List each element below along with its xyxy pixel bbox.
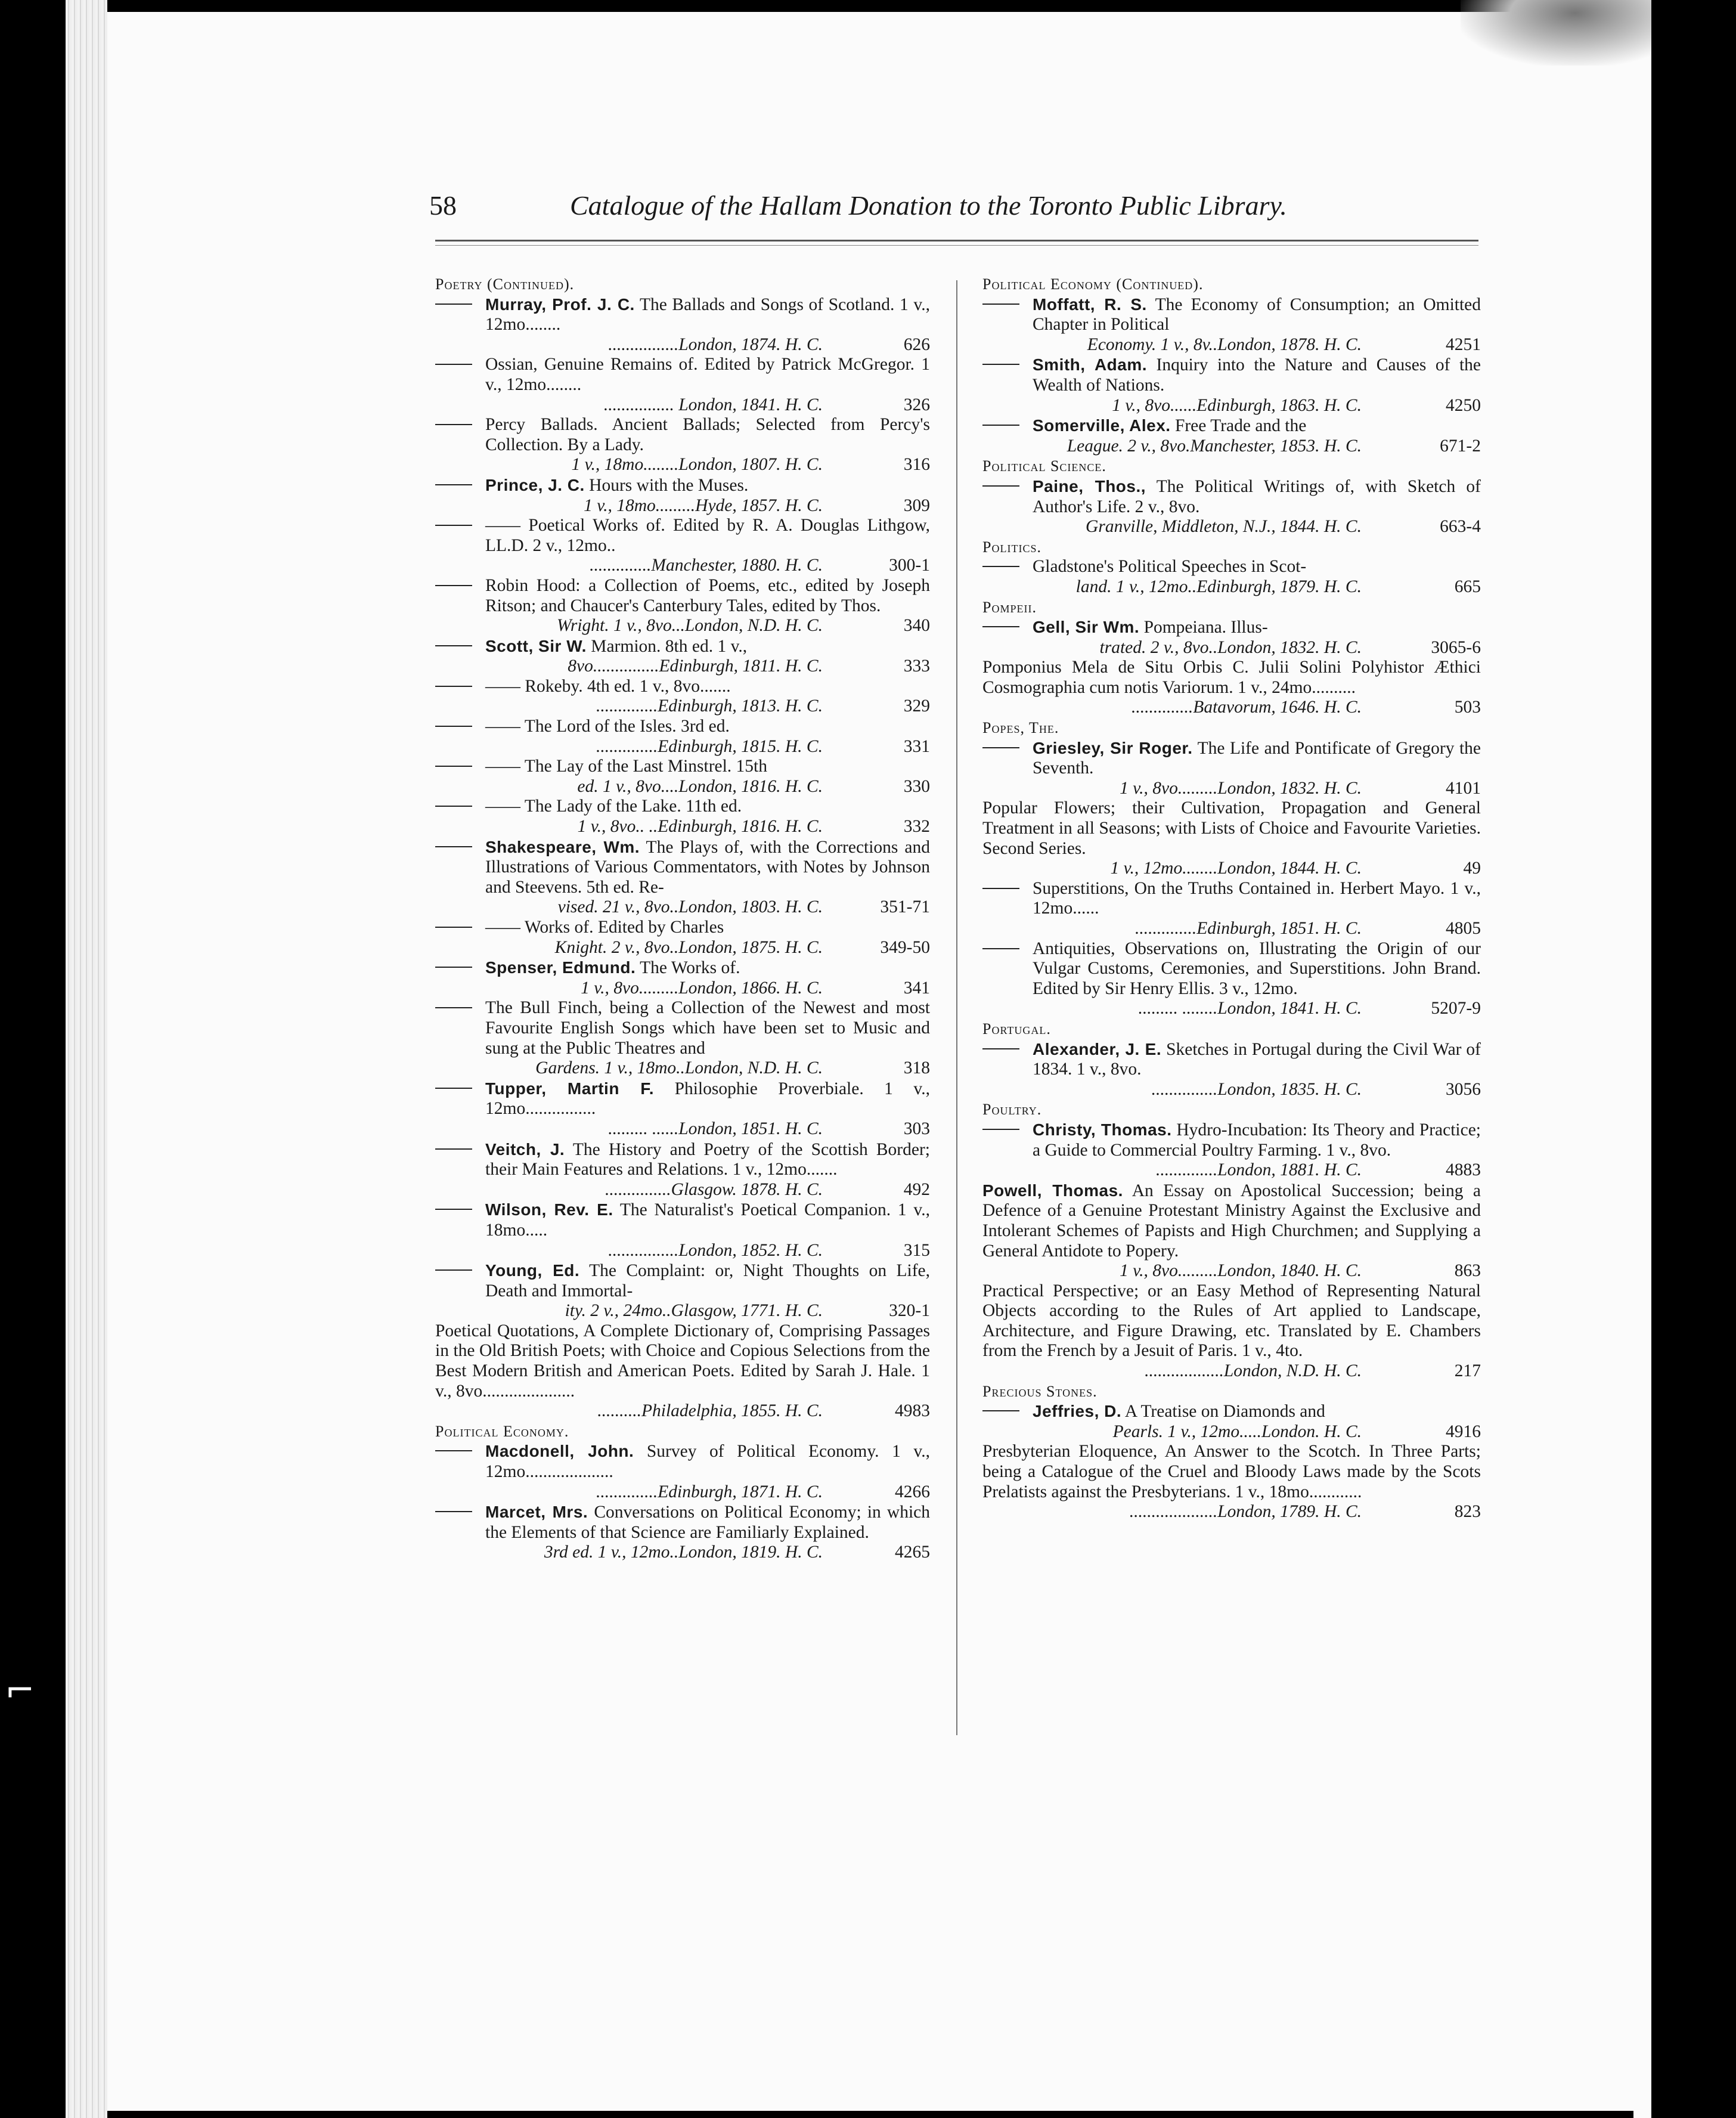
entry-description: Philosophie Proverbiale. 1 v., 12mo................ [485,1079,930,1119]
section-heading: Portugal. [982,1020,1051,1038]
entry-author: Young, Ed. [485,1261,580,1280]
ditto-dash [435,424,472,425]
call-number: 863 [1454,1261,1481,1281]
catalogue-entry [435,475,930,516]
entry-description: A Treatise on Diamonds and [1124,1402,1325,1422]
entry-description: Hours with the Muses. [589,475,749,495]
catalogue-entry [435,576,930,636]
entry-text [435,1441,930,1482]
entry-text [435,998,930,1058]
call-number: 3056 [1446,1079,1481,1099]
entry-text [982,476,1481,517]
entry-text [982,416,1481,436]
call-number: 4983 [895,1401,930,1421]
ditto-dash [435,645,472,646]
entry-imprint: ..............Edinburgh, 1813. H. C. [596,696,823,716]
entry-author: Murray, Prof. J. C. [485,295,635,314]
catalogue-entry [435,918,930,958]
entry-description: Antiquities, Observations on, Illustrating the Origin of our Vulgar Customs, Ceremonies, and Superstitions. John Brand. Edited by Sir Henry Ellis. 3 v., 12mo. [1033,939,1481,998]
call-number: 626 [903,335,930,354]
catalogue-entry [982,798,1481,878]
entry-author: Smith, Adam. [1033,355,1148,374]
entry-text [982,1120,1481,1160]
catalogue-entry [435,1502,930,1563]
catalogue-entry [435,958,930,998]
entry-description: Conversations on Political Economy; in which the Elements of that Science are Familiarly Explained. [485,1503,930,1542]
entry-imprint: ....................London, 1789. H. C. [1129,1502,1362,1522]
entry-text [982,1442,1481,1502]
right-column [982,274,1481,1522]
catalogue-entry [982,557,1481,597]
catalogue-entry [435,1261,930,1321]
entry-author: Powell, Thomas. [982,1181,1123,1200]
catalogue-entry [435,757,930,797]
entry-description: Inquiry into the Nature and Causes of the Wealth of Nations. [1033,355,1481,395]
entry-text [435,415,930,455]
entry-text [982,355,1481,395]
entry-description: —— Poetical Works of. Edited by R. A. Douglas Lithgow, LL.D. 2 v., 12mo.. [485,516,930,555]
call-number: 332 [903,817,930,837]
ditto-dash [435,806,472,807]
ditto-dash [435,1088,472,1089]
entry-text [982,658,1481,698]
entry-description: Presbyterian Eloquence, An Answer to the Scotch. In Three Parts; being a Catalogue of the Cruel and Bloody Laws made by the Scots Prelatists against the Presbyterians. 1 v., 18mo............ [982,1442,1481,1501]
entry-author: Spenser, Edmund. [485,958,636,977]
entry-text [435,516,930,556]
catalogue-entry [435,1200,930,1261]
call-number: 351-71 [880,897,930,917]
catalogue-entry [435,1139,930,1200]
entry-author: Gell, Sir Wm. [1033,618,1140,637]
entry-text [435,295,930,335]
entry-text [982,798,1481,859]
catalogue-entry [982,355,1481,416]
entry-description: The Bull Finch, being a Collection of the Newest and most Favourite English Songs which have been set to Music and sung at the Public Theatres and [485,998,930,1058]
section-heading: Political Science. [982,457,1106,475]
margin-mark: ⌐ [5,1670,35,1711]
call-number: 315 [903,1240,930,1260]
call-number: 4883 [1446,1160,1481,1180]
entry-author: Prince, J. C. [485,475,585,494]
entry-imprint: 1 v., 18mo.........Hyde, 1857. H. C. [584,496,823,515]
call-number: 340 [903,616,930,636]
entry-description: Percy Ballads. Ancient Ballads; Selected from Percy's Collection. By a Lady. [485,415,930,454]
catalogue-entry [982,295,1481,355]
entry-description: Robin Hood: a Collection of Poems, etc., edited by Joseph Ritson; and Chaucer's Canterbury Tales, edited by Thos. [485,575,930,615]
entry-imprint: ...............London, 1835. H. C. [1151,1079,1362,1099]
section-heading: Precious Stones. [982,1382,1098,1400]
catalogue-entry [435,797,930,837]
entry-text [435,1079,930,1119]
catalogue-entry [982,476,1481,537]
entry-description: The Economy of Consumption; an Omitted Chapter in Political [1033,295,1481,335]
entry-description: The Naturalist's Poetical Companion. 1 v., 18mo..... [485,1200,930,1240]
ditto-dash [435,484,472,485]
entry-text [435,355,930,395]
entry-text [435,918,930,938]
entry-text [435,837,930,898]
ditto-dash [435,1450,472,1451]
entry-description: Survey of Political Economy. 1 v., 12mo.................... [485,1442,931,1482]
entry-description: Hydro-Incubation: Its Theory and Practice; a Guide to Commercial Poultry Farming. 1 v., 8vo. [1033,1120,1481,1160]
call-number: 316 [903,455,930,475]
entry-text [982,879,1481,919]
entry-imprint: ..........Philadelphia, 1855. H. C. [597,1401,823,1421]
call-number: 326 [903,395,930,414]
ditto-dash [982,626,1019,627]
entry-description: —— Works of. Edited by Charles [485,918,724,937]
ditto-dash [982,747,1019,748]
ditto-dash [435,846,472,847]
entry-imprint: vised. 21 v., 8vo..London, 1803. H. C. [557,897,823,917]
entry-description: The Life and Pontificate of Gregory the Seventh. [1033,738,1481,778]
catalogue-entry [435,717,930,757]
section-heading: Poetry (Continued). [435,275,575,293]
entry-description: The Works of. [640,958,740,978]
entry-imprint: ......... ......London, 1851. H. C. [608,1119,823,1138]
entry-author: Tupper, Martin F. [485,1079,655,1098]
call-number: 4805 [1446,919,1481,938]
entry-imprint: 1 v., 8vo.........London, 1832. H. C. [1120,778,1362,798]
section-heading: Political Economy (Continued). [982,275,1204,293]
entry-author: Shakespeare, Wm. [485,837,640,856]
section-heading: Popes, The. [982,719,1059,737]
entry-description: The Plays of, with the Corrections and Illustrations of Various Commentators, with Notes by Johnson and Steevens. 5th ed. Re- [485,837,930,897]
catalogue-entry [982,617,1481,658]
catalogue-entry [435,636,930,677]
entry-author: Somerville, Alex. [1033,416,1171,435]
entry-imprint: 8vo...............Edinburgh, 1811. H. C. [568,657,823,676]
entry-description: The Political Writings of, with Sketch of Author's Life. 2 v., 8vo. [1033,476,1481,516]
ditto-dash [982,1048,1019,1049]
call-number: 49 [1463,859,1481,878]
entry-imprint: ................London, 1874. H. C. [608,335,823,354]
entry-imprint: 1 v., 8vo......Edinburgh, 1863. H. C. [1112,395,1362,415]
entry-text [982,1039,1481,1080]
entry-imprint: ................ London, 1841. H. C. [603,395,823,414]
ditto-dash [435,1148,472,1150]
entry-description: —— The Lady of the Lake. 11th ed. [485,797,742,816]
catalogue-entry [982,939,1481,1019]
catalogue-entry [435,1441,930,1502]
entry-imprint: 1 v., 18mo........London, 1807. H. C. [571,455,823,475]
entry-author: Alexander, J. E. [1033,1039,1162,1058]
entry-description: Sketches in Portugal during the Civil War of 1834. 1 v., 8vo. [1033,1039,1481,1079]
entry-text [435,797,930,817]
entry-description: The Complaint: or, Night Thoughts on Life, Death and Immortal- [485,1261,931,1300]
catalogue-entry [435,837,930,918]
call-number: 492 [903,1179,930,1199]
call-number: 3065-6 [1431,637,1481,657]
entry-imprint: 1 v., 8vo.........London, 1840. H. C. [1120,1261,1362,1281]
call-number: 331 [903,736,930,756]
call-number: 329 [903,696,930,716]
entry-imprint: ..................London, N.D. H. C. [1145,1361,1362,1381]
entry-description: Free Trade and the [1174,416,1307,436]
running-head [429,190,1323,221]
section-heading: Political Economy. [435,1422,569,1440]
catalogue-entry [982,1401,1481,1442]
ditto-dash [435,585,472,586]
entry-text [435,636,930,657]
entry-imprint: ..............Batavorum, 1646. H. C. [1132,698,1362,717]
section-heading: Politics. [982,538,1041,556]
scan-smudge [1461,0,1651,66]
ditto-dash [435,1511,472,1512]
call-number: 217 [1454,1361,1481,1381]
ditto-dash [982,304,1019,305]
entry-imprint: Granville, Middleton, N.J., 1844. H. C. [1086,517,1362,537]
book-page-edges [66,0,107,2118]
entry-description: Marmion. 8th ed. 1 v., [591,636,748,656]
catalogue-entry [435,516,930,576]
call-number: 341 [903,978,930,998]
entry-imprint: Gardens. 1 v., 18mo..London, N.D. H. C. [535,1058,823,1078]
entry-imprint: Knight. 2 v., 8vo..London, 1875. H. C. [554,937,823,957]
catalogue-entry [982,1181,1481,1281]
entry-imprint: ity. 2 v., 24mo..Glasgow, 1771. H. C. [565,1301,823,1321]
catalogue-entry [982,738,1481,799]
entry-description: Poetical Quotations, A Complete Dictionary of, Comprising Passages in the Old British Poets; with Choice and Copious Selections from the Best Modern British and American Poets. Edited by Sarah J. Hale. 1 v., 8vo..................... [435,1321,930,1401]
call-number: 333 [903,657,930,676]
entry-author: Macdonell, John. [485,1442,634,1461]
entry-author: Griesley, Sir Roger. [1033,738,1193,757]
catalogue-entry [435,295,930,355]
entry-imprint: ...............Glasgow. 1878. H. C. [605,1179,823,1199]
section-heading: Pompeii. [982,598,1037,616]
catalogue-entry [435,998,930,1078]
page-gutter [1633,0,1651,2118]
entry-text [982,617,1481,638]
entry-text [982,295,1481,335]
entry-description: The Ballads and Songs of Scotland. 1 v., 12mo........ [485,295,930,335]
ditto-dash [435,726,472,727]
call-number: 303 [903,1119,930,1138]
ditto-dash [435,927,472,928]
catalogue-entry [982,1281,1481,1382]
ditto-dash [982,1129,1019,1130]
column-divider [956,280,957,1735]
call-number: 320-1 [889,1301,930,1321]
section-heading: Poultry. [982,1101,1042,1119]
entry-description: Practical Perspective; or an Easy Method of Representing Natural Objects according to the Rules of Art applied to Landscape, Architecture, and Figure Drawing, etc. Translated by E. Chambers from the French by a Jesuit of Paris. 1 v., 4to. [982,1281,1481,1361]
entry-text [435,677,930,697]
catalogue-entry [982,416,1481,456]
entry-author: Marcet, Mrs. [485,1503,588,1522]
call-number: 349-50 [880,937,930,957]
ditto-dash [982,948,1019,949]
call-number: 671-2 [1440,436,1481,456]
ditto-dash [435,364,472,365]
entry-text [435,717,930,737]
entry-text [435,576,930,616]
entry-imprint: Economy. 1 v., 8v..London, 1878. H. C. [1087,335,1362,354]
entry-text [435,1200,930,1240]
entry-imprint: 3rd ed. 1 v., 12mo..London, 1819. H. C. [544,1543,823,1562]
call-number: 300-1 [889,556,930,575]
call-number: 330 [903,776,930,796]
call-number: 318 [903,1058,930,1078]
ditto-dash [435,1269,472,1271]
page-title: Catalogue of the Hallam Donation to the Toronto Public Library. [570,190,1287,221]
entry-imprint: ..............Edinburgh, 1851. H. C. [1135,919,1362,938]
ditto-dash [982,425,1019,426]
ditto-dash [435,967,472,968]
entry-text [435,958,930,979]
entry-imprint: 1 v., 8vo.. ..Edinburgh, 1816. H. C. [577,817,823,837]
catalogue-entry [982,658,1481,718]
ditto-dash [435,1209,472,1210]
entry-author: Scott, Sir W. [485,636,587,655]
entry-text [982,939,1481,999]
entry-text [982,738,1481,779]
catalogue-entry [982,1442,1481,1522]
scan-background [1651,0,1736,2118]
catalogue-entry [435,1079,930,1139]
entry-imprint: ..............Edinburgh, 1871. H. C. [596,1482,823,1501]
entry-description: An Essay on Apostolical Succession; being a Defence of a Genuine Protestant Ministry Against the Exclusive and Intolerant Schemes of Papists and High Churchmen; and Supplying a General Antidote to Popery. [982,1181,1481,1261]
entry-text [982,1181,1481,1261]
call-number: 503 [1454,698,1481,717]
entry-description: Superstitions, On the Truths Contained in. Herbert Mayo. 1 v., 12mo...... [1033,878,1481,918]
entry-imprint: ................London, 1852. H. C. [608,1240,823,1260]
entry-description: Pomponius Mela de Situ Orbis C. Julii Solini Polyhistor Æthici Cosmographia cum notis Variorum. 1 v., 24mo.......... [982,658,1481,697]
header-rule [435,240,1478,246]
call-number: 4265 [895,1543,930,1562]
ditto-dash [435,766,472,767]
ditto-dash [435,686,472,687]
entry-description: Gladstone's Political Speeches in Scot- [1033,557,1307,577]
entry-imprint: ......... ........London, 1841. H. C. [1138,999,1362,1018]
call-number: 4916 [1446,1422,1481,1441]
entry-imprint: ..............Edinburgh, 1815. H. C. [596,736,823,756]
call-number: 663-4 [1440,517,1481,537]
left-column [435,274,930,1563]
page-number: 58 [429,190,457,221]
ditto-dash [435,304,472,305]
entry-author: Christy, Thomas. [1033,1120,1172,1139]
entry-text [982,1401,1481,1422]
entry-imprint: League. 2 v., 8vo.Manchester, 1853. H. C. [1067,436,1362,456]
call-number: 5207-9 [1431,999,1481,1018]
entry-description: The History and Poetry of the Scottish Border; their Main Features and Relations. 1 v., 12mo....... [485,1139,930,1179]
entry-author: Wilson, Rev. E. [485,1200,613,1219]
entry-text [435,1502,930,1543]
catalogue-entry [435,415,930,475]
entry-text [435,1321,930,1401]
entry-author: Paine, Thos., [1033,476,1146,496]
entry-description: —— The Lay of the Last Minstrel. 15th [485,757,768,776]
catalogue-entry [982,1039,1481,1100]
entry-author: Veitch, J. [485,1139,565,1159]
ditto-dash [435,525,472,526]
catalogue-entry [982,1120,1481,1181]
catalogue-entry [435,355,930,415]
entry-description: —— The Lord of the Isles. 3rd ed. [485,717,730,736]
entry-imprint: ed. 1 v., 8vo....London, 1816. H. C. [577,776,823,796]
call-number: 4266 [895,1482,930,1501]
entry-text [435,475,930,496]
entry-imprint: Pearls. 1 v., 12mo.....London. H. C. [1112,1422,1362,1441]
entry-author: Jeffries, D. [1033,1402,1122,1421]
entry-imprint: trated. 2 v., 8vo..London, 1832. H. C. [1099,637,1362,657]
ditto-dash [982,888,1019,889]
entry-description: Pompeiana. Illus- [1143,618,1268,637]
catalogue-entry [435,1321,930,1422]
entry-imprint: land. 1 v., 12mo..Edinburgh, 1879. H. C. [1075,577,1362,596]
entry-description: Popular Flowers; their Cultivation, Propagation and General Treatment in all Seasons; with Lists of Choice and Favourite Varieties. Second Series. [982,798,1481,858]
entry-description: —— Rokeby. 4th ed. 1 v., 8vo....... [485,676,731,696]
catalogue-entry [982,879,1481,939]
entry-text [435,1139,930,1180]
catalogue-entry [435,677,930,717]
call-number: 823 [1454,1502,1481,1522]
call-number: 665 [1454,577,1481,596]
entry-author: Moffatt, R. S. [1033,295,1147,314]
call-number: 4250 [1446,395,1481,415]
call-number: 309 [903,496,930,515]
entry-imprint: ..............Manchester, 1880. H. C. [590,556,823,575]
entry-text [982,1281,1481,1361]
call-number: 4101 [1446,778,1481,798]
entry-imprint: Wright. 1 v., 8vo...London, N.D. H. C. [556,616,823,636]
ditto-dash [982,485,1019,487]
ditto-dash [982,1410,1019,1411]
entry-text [435,757,930,777]
entry-text [982,557,1481,577]
entry-imprint: 1 v., 8vo.........London, 1866. H. C. [581,978,823,998]
entry-description: Ossian, Genuine Remains of. Edited by Patrick McGregor. 1 v., 12mo........ [485,355,930,394]
call-number: 4251 [1446,335,1481,354]
entry-text [435,1261,930,1301]
ditto-dash [982,364,1019,365]
entry-imprint: ..............London, 1881. H. C. [1155,1160,1362,1180]
entry-imprint: 1 v., 12mo........London, 1844. H. C. [1110,859,1362,878]
ditto-dash [435,1007,472,1008]
ditto-dash [982,566,1019,567]
